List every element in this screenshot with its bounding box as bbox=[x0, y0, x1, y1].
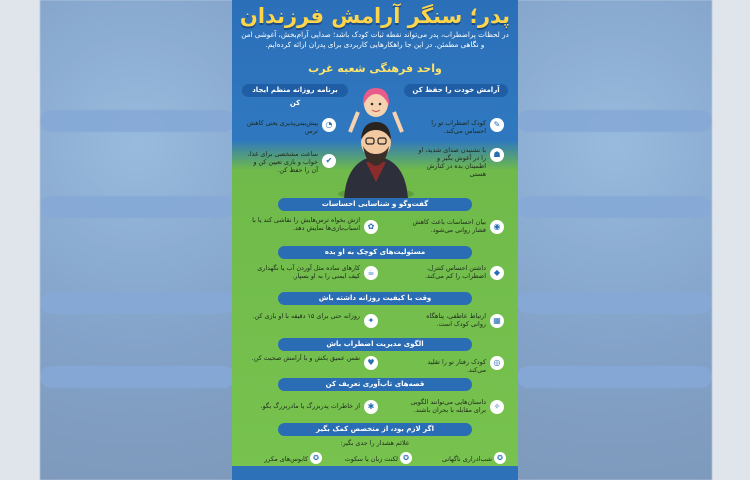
warning-subtitle: علائم هشدار را جدی بگیر: bbox=[340, 439, 410, 447]
warning-icon: ✪ bbox=[494, 452, 506, 464]
tip-text: ازش بخواه ترس‌هایش را نقاشی کند یا با اسباب‌بازی‌ها نمایش دهد. bbox=[252, 216, 360, 232]
warning-icon: ✪ bbox=[400, 452, 412, 464]
father-child-illustration bbox=[336, 82, 416, 200]
spark-icon: ✧ bbox=[490, 400, 504, 414]
tip-text: نفس عمیق بکش و با آرامش صحبت کن. bbox=[251, 354, 360, 362]
poster-intro: در لحظات پراضطراب، پدر می‌تواند نقطه ثبات کودک باشد؛ صدایی آرام‌بخش، آغوشی امن و نگاهی مطمئن. در این جا راهکارهایی کاربردی برای پدران ارائه کرده‌ایم. bbox=[241, 30, 509, 49]
section-title-help: اگر لازم بود، از متخصص کمک بگیر bbox=[278, 423, 472, 436]
caption-daily-routine: برنامه روزانه منظم ایجاد کن bbox=[242, 84, 348, 97]
tip-text: بیان احساسات باعث کاهش فشار روانی می‌شود. bbox=[412, 218, 486, 234]
tip-text: از خاطرات پدربزرگ یا مادربزرگ بگو. bbox=[260, 402, 360, 410]
tip-text: ارتباط عاطفی، پناهگاه روانی کودک است. bbox=[426, 312, 486, 328]
tip-text: با نشنیدن صدای شدید، او را در آغوش بگیر و اطمینان بده در کنارش هستی bbox=[418, 146, 486, 178]
calendar-icon: ▦ bbox=[490, 314, 504, 328]
blurred-background-right bbox=[517, 0, 712, 480]
diamond-icon: ◆ bbox=[490, 266, 504, 280]
poster-title: پدر؛ سنگر آرامش فرزندان bbox=[239, 4, 511, 28]
target-icon: ◎ bbox=[490, 356, 504, 370]
warning-item: شب‌ادراری ناگهانی bbox=[442, 455, 492, 463]
warning-item: کابوس‌های مکرر bbox=[264, 455, 308, 463]
poster-unit: واحد فرهنگی شعبه غرب bbox=[308, 62, 442, 75]
warning-icon: ✪ bbox=[310, 452, 322, 464]
tip-text: داشتن احساس کنترل، اضطراب را کم می‌کند. bbox=[424, 264, 486, 280]
section-title: مسئولیت‌های کوچک به او بده bbox=[278, 246, 472, 259]
play-icon: ✦ bbox=[364, 314, 378, 328]
pen-icon: ✎ bbox=[490, 118, 504, 132]
caption-keep-calm: آرامش خودت را حفظ کن bbox=[404, 84, 508, 97]
cup-icon: ☕ bbox=[364, 266, 378, 280]
tip-text: کودک رفتار تو را تقلید می‌کند. bbox=[427, 358, 486, 374]
tip-text: ساعت مشخصی برای غذا، خواب و بازی تعیین کن و آن را حفظ کن. bbox=[247, 150, 318, 174]
tip-text: کارهای ساده مثل آوردن آب یا نگهداری کیف ایمنی را به او بسپار. bbox=[257, 264, 360, 280]
eye-icon: ◉ bbox=[490, 220, 504, 234]
person-icon: ✱ bbox=[364, 400, 378, 414]
blurred-background-left bbox=[40, 0, 235, 480]
tip-text: پیش‌بینی‌پذیری یعنی کاهش ترس bbox=[247, 119, 318, 135]
check-icon: ✔ bbox=[322, 154, 336, 168]
tip-text: کودک اضطراب تو را احساس می‌کند. bbox=[431, 119, 486, 135]
infographic-poster bbox=[232, 0, 518, 480]
tip-text: داستان‌هایی می‌توانند الگویی برای مقابله با بحران باشند. bbox=[410, 398, 486, 414]
section-title: وقت با کیفیت روزانه داشته باش bbox=[278, 292, 472, 305]
section-title: قصه‌های تاب‌آوری تعریف کن bbox=[278, 378, 472, 391]
heart-icon: ♥ bbox=[364, 356, 378, 370]
section-title: گفت‌وگو و شناسایی احساسات bbox=[278, 198, 472, 211]
warning-item: لکنت زبان یا سکوت bbox=[344, 455, 398, 463]
flower-icon: ✿ bbox=[364, 220, 378, 234]
section-title: الگوی مدیریت اضطراب باش bbox=[278, 338, 472, 351]
clock-icon: ◔ bbox=[322, 118, 336, 132]
home-icon: ☗ bbox=[490, 148, 504, 162]
poster-footer-bar bbox=[232, 466, 518, 480]
tip-text: روزانه حتی برای ۱۵ دقیقه با او بازی کن. bbox=[252, 312, 360, 320]
